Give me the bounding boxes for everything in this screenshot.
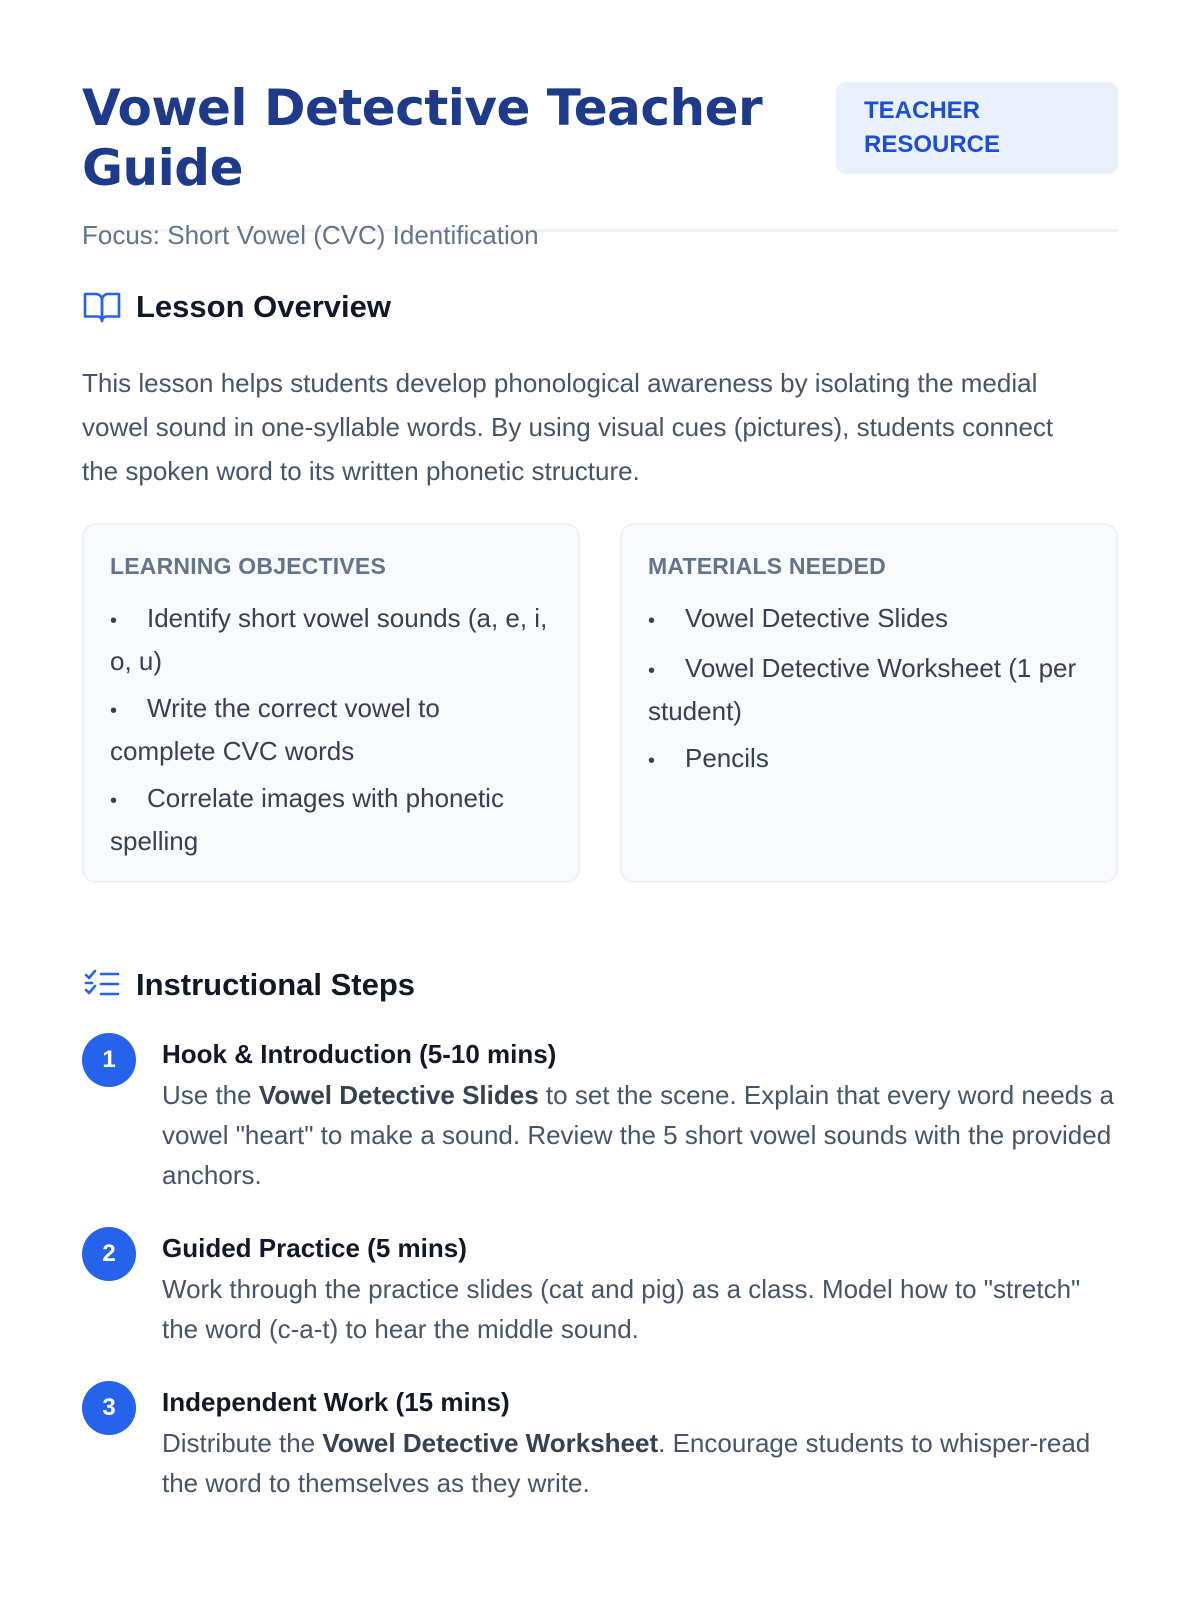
objective-text: Write the correct vowel to complete CVC words	[110, 693, 440, 766]
step-text: Work through the practice slides (cat and pig) as a class. Model how to "stretch" the word (c-a-t) to hear the middle sound.	[162, 1274, 1081, 1344]
step-item	[82, 1231, 1118, 1349]
lesson-overview-heading	[82, 287, 1118, 327]
step-number-badge: 3	[82, 1381, 136, 1435]
objective-text: Identify short vowel sounds (a, e, i, o, u)	[110, 603, 548, 676]
learning-objectives-list	[110, 598, 552, 861]
step-text: Use the	[162, 1080, 259, 1110]
material-text: Vowel Detective Slides	[685, 603, 949, 633]
bullet-icon: •	[110, 610, 118, 632]
steps-list	[82, 1037, 1118, 1503]
instructional-steps-section	[82, 965, 1118, 1503]
bullet-icon: •	[648, 610, 656, 632]
material-text: Pencils	[685, 743, 769, 773]
step-number-badge: 1	[82, 1033, 136, 1087]
step-text: . Encourage students to whisper-read the word to themselves as they write.	[162, 1428, 1091, 1498]
materials-needed-list	[648, 598, 1090, 781]
guide-header	[82, 0, 1118, 250]
step-description	[162, 1075, 1118, 1195]
list-item	[110, 598, 552, 681]
step-item	[82, 1385, 1118, 1503]
lesson-overview-section	[82, 287, 1118, 883]
checklist-icon	[82, 965, 122, 1005]
step-item	[82, 1037, 1118, 1195]
materials-needed-title: MATERIALS NEEDED	[648, 553, 886, 579]
bullet-icon: •	[648, 750, 656, 772]
step-number-badge: 2	[82, 1227, 136, 1281]
learning-objectives-card	[82, 523, 580, 883]
open-book-icon	[82, 287, 122, 327]
overview-cards	[82, 523, 1118, 883]
material-text: Vowel Detective Worksheet (1 per student)	[648, 653, 1077, 726]
step-highlight: Vowel Detective Worksheet	[322, 1428, 659, 1458]
teacher-resource-badge: TEACHER RESOURCE	[836, 82, 1118, 174]
page-title: Vowel Detective Teacher Guide	[82, 79, 763, 197]
step-description	[162, 1269, 1118, 1349]
step-title: Independent Work (15 mins)	[162, 1387, 510, 1417]
lesson-overview-text: This lesson helps students develop phonological awareness by isolating the medial vowel sound in one-syllable words. By using visual cues (pictures), students connect the spoken word to its written phonetic structure.	[82, 368, 1054, 486]
list-item	[648, 738, 1090, 781]
step-title: Hook & Introduction (5-10 mins)	[162, 1039, 557, 1069]
bullet-icon: •	[110, 700, 118, 722]
learning-objectives-title: LEARNING OBJECTIVES	[110, 553, 387, 579]
page-subtitle: Focus: Short Vowel (CVC) Identification	[82, 220, 539, 250]
step-text: Distribute the	[162, 1428, 323, 1458]
step-highlight: Vowel Detective Slides	[258, 1080, 539, 1110]
lesson-overview-title: Lesson Overview	[136, 289, 392, 324]
list-item	[648, 598, 1090, 641]
instructional-steps-heading	[82, 965, 1118, 1005]
list-item	[648, 648, 1090, 731]
instructional-steps-title: Instructional Steps	[136, 967, 416, 1002]
bullet-icon: •	[110, 790, 118, 812]
objective-text: Correlate images with phonetic spelling	[110, 783, 504, 856]
materials-needed-card	[620, 523, 1118, 883]
step-description	[162, 1423, 1118, 1503]
bullet-icon: •	[648, 660, 656, 682]
list-item	[110, 688, 552, 771]
step-text: to set the scene. Explain that every word needs a vowel "heart" to make a sound. Review the 5 short vowel sounds with the provided anchors.	[162, 1080, 1114, 1190]
list-item	[110, 778, 552, 861]
step-title: Guided Practice (5 mins)	[162, 1233, 467, 1263]
